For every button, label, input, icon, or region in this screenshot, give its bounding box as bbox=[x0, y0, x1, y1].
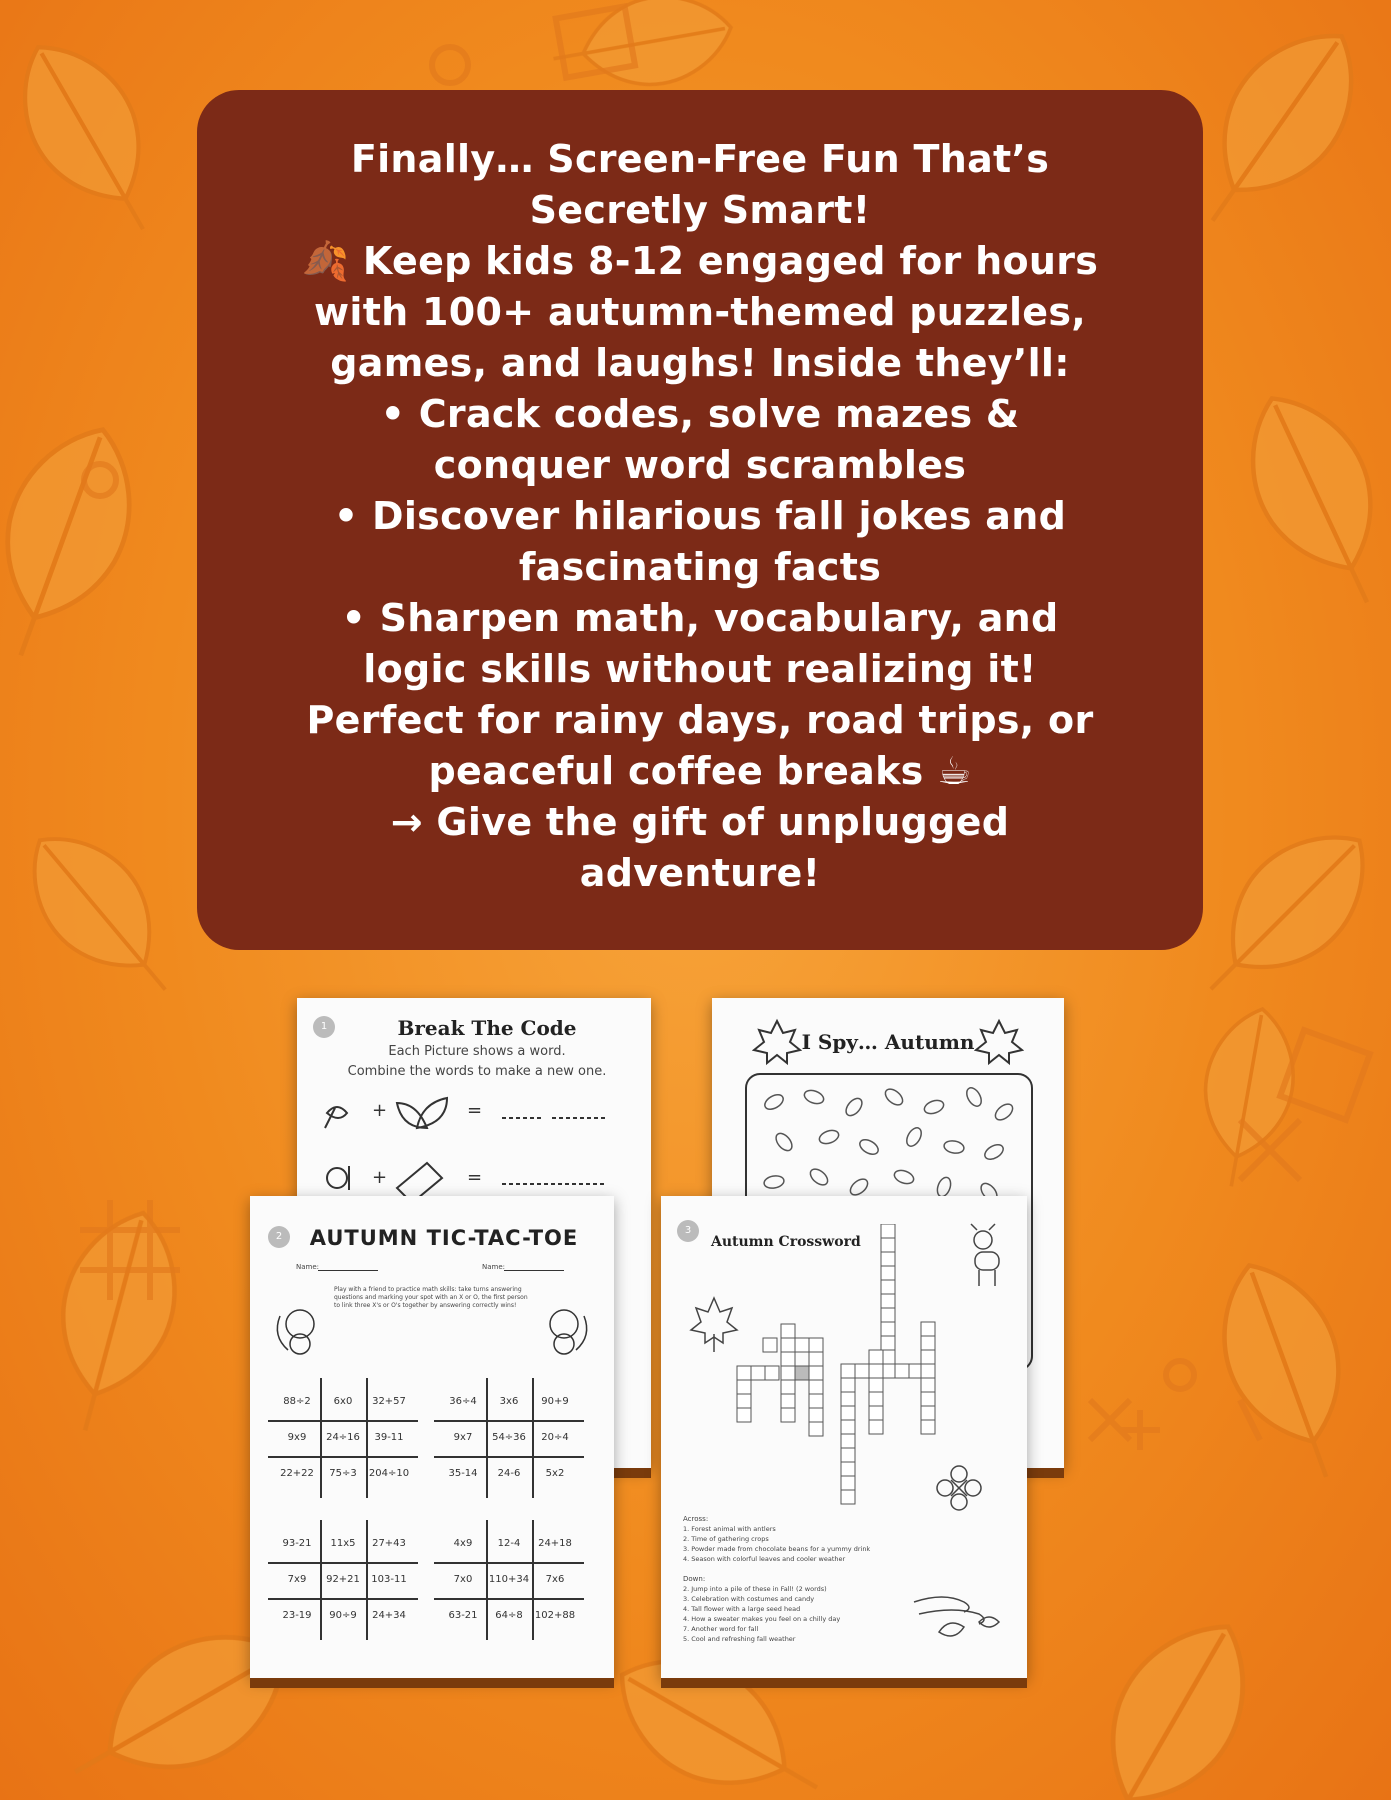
tic-tac-toe-cell: 7x9 bbox=[287, 1574, 307, 1585]
sheet-title: Autumn Crossword bbox=[711, 1234, 861, 1250]
tic-tac-toe-grid bbox=[440, 1526, 578, 1634]
tic-tac-toe-cell: 5x2 bbox=[545, 1468, 565, 1479]
tic-tac-toe-grid bbox=[274, 1384, 412, 1492]
tic-tac-toe-cell: 24+34 bbox=[372, 1610, 406, 1621]
svg-text:+: + bbox=[372, 1100, 388, 1121]
promo-line: fascinating facts bbox=[518, 545, 882, 589]
tic-tac-toe-cell: 23-19 bbox=[282, 1610, 312, 1621]
svg-text:=: = bbox=[467, 1167, 483, 1188]
promo-line: conquer word scrambles bbox=[433, 443, 967, 487]
acorn-cluster-icon bbox=[929, 1458, 989, 1518]
leaf-icon bbox=[752, 1016, 802, 1066]
promo-line: → Give the gift of unplugged bbox=[390, 800, 1010, 844]
tic-tac-toe-cell: 90÷9 bbox=[329, 1610, 357, 1621]
tic-tac-toe-cell: 12-4 bbox=[497, 1538, 521, 1549]
across-label: Across: bbox=[683, 1515, 709, 1523]
squirrel-icon bbox=[534, 1296, 594, 1356]
promo-line: peaceful coffee breaks ☕ bbox=[428, 749, 972, 793]
svg-text:=: = bbox=[467, 1100, 483, 1121]
promo-line: Perfect for rainy days, road trips, or bbox=[306, 698, 1094, 742]
tic-tac-toe-cell: 20÷4 bbox=[541, 1432, 569, 1443]
tic-tac-toe-cell: 90+9 bbox=[541, 1396, 569, 1407]
sheet-title: AUTUMN TIC-TAC-TOE bbox=[309, 1226, 579, 1250]
down-clue: 7. Another word for fall bbox=[683, 1625, 759, 1633]
sheet-subtitle: Each Picture shows a word. bbox=[388, 1044, 566, 1059]
down-clue: 3. Celebration with costumes and candy bbox=[683, 1595, 815, 1603]
tic-tac-toe-grid bbox=[440, 1384, 578, 1492]
tic-tac-toe-grid bbox=[274, 1526, 412, 1634]
tic-tac-toe-cell: 9x7 bbox=[453, 1432, 473, 1443]
tic-tac-toe-cell: 102+88 bbox=[534, 1610, 576, 1621]
maple-leaf-icon bbox=[689, 1294, 739, 1354]
code-picture-row bbox=[297, 1088, 651, 1208]
tic-tac-toe-cell: 39-11 bbox=[374, 1432, 404, 1443]
sheet-title: Break The Code bbox=[397, 1016, 577, 1040]
deer-icon bbox=[957, 1222, 1017, 1292]
tic-tac-toe-cell: 24÷16 bbox=[326, 1432, 360, 1443]
tic-tac-toe-cell: 11x5 bbox=[330, 1538, 356, 1549]
tic-tac-toe-cell: 110+34 bbox=[488, 1574, 530, 1585]
tic-tac-toe-cell: 24+18 bbox=[538, 1538, 572, 1549]
tic-tac-toe-cell: 7x6 bbox=[545, 1574, 565, 1585]
tic-tac-toe-cell: 103-11 bbox=[371, 1574, 407, 1585]
promo-line: • Sharpen math, vocabulary, and bbox=[341, 596, 1059, 640]
name-label: Name: bbox=[296, 1263, 320, 1271]
tic-tac-toe-cell: 9x9 bbox=[287, 1432, 307, 1443]
name-label: Name: bbox=[482, 1263, 506, 1271]
leaf-icon bbox=[974, 1016, 1024, 1066]
page-number-badge: 2 bbox=[268, 1226, 290, 1248]
name-line bbox=[318, 1270, 378, 1271]
down-clue: 4. How a sweater makes you feel on a chilly day bbox=[683, 1615, 841, 1623]
page-number-badge: 3 bbox=[677, 1220, 699, 1242]
across-clue: 2. Time of gathering crops bbox=[683, 1535, 769, 1543]
tic-tac-toe-cell: 22+22 bbox=[280, 1468, 314, 1479]
tic-tac-toe-cell: 7x0 bbox=[453, 1574, 473, 1585]
tic-tac-toe-cell: 27+43 bbox=[372, 1538, 406, 1549]
tic-tac-toe-cell: 75÷3 bbox=[329, 1468, 357, 1479]
tic-tac-toe-cell: 3x6 bbox=[499, 1396, 519, 1407]
promo-text-panel bbox=[197, 90, 1203, 950]
autumn-tic-tac-toe-sheet bbox=[250, 1196, 614, 1678]
promo-line: • Crack codes, solve mazes & bbox=[380, 392, 1020, 436]
sheet-title: I Spy… Autumn bbox=[801, 1030, 975, 1054]
promo-line: Secretly Smart! bbox=[529, 188, 871, 232]
promo-line: • Discover hilarious fall jokes and bbox=[333, 494, 1067, 538]
autumn-crossword-sheet bbox=[661, 1196, 1027, 1678]
promo-line: games, and laughs! Inside they’ll: bbox=[330, 341, 1070, 385]
promo-line: adventure! bbox=[579, 851, 821, 895]
tic-tac-toe-cell: 204÷10 bbox=[368, 1468, 410, 1479]
tic-tac-toe-cell: 93-21 bbox=[282, 1538, 312, 1549]
wind-leaves-icon bbox=[909, 1582, 1009, 1652]
promo-line: logic skills without realizing it! bbox=[363, 647, 1037, 691]
promo-line: with 100+ autumn-themed puzzles, bbox=[313, 290, 1087, 334]
instructions-text: Play with a friend to practice math skills: take turns answering questions and marking your spot with an X or O, the first person to link three X's or O's together by answering correctly wins! bbox=[334, 1286, 528, 1309]
tic-tac-toe-cell: 92+21 bbox=[326, 1574, 360, 1585]
page-number-badge: 1 bbox=[313, 1016, 335, 1038]
squirrel-icon bbox=[270, 1296, 330, 1356]
tic-tac-toe-cell: 35-14 bbox=[448, 1468, 478, 1479]
tic-tac-toe-cell: 32+57 bbox=[372, 1396, 406, 1407]
promo-line: 🍂 Keep kids 8-12 engaged for hours bbox=[301, 239, 1099, 283]
down-label: Down: bbox=[683, 1575, 706, 1583]
promo-line: Finally… Screen-Free Fun That’s bbox=[350, 137, 1050, 181]
across-clue: 4. Season with colorful leaves and cooler weather bbox=[683, 1555, 846, 1563]
tic-tac-toe-cell: 24-6 bbox=[497, 1468, 521, 1479]
down-clue: 4. Tall flower with a large seed head bbox=[683, 1605, 801, 1613]
tic-tac-toe-cell: 6x0 bbox=[333, 1396, 353, 1407]
across-clue: 3. Powder made from chocolate beans for a yummy drink bbox=[683, 1545, 871, 1553]
svg-text:+: + bbox=[372, 1167, 388, 1188]
tic-tac-toe-cell: 36÷4 bbox=[449, 1396, 477, 1407]
down-clue: 2. Jump into a pile of these in Fall! (2 words) bbox=[683, 1585, 827, 1593]
tic-tac-toe-cell: 54÷36 bbox=[492, 1432, 526, 1443]
tic-tac-toe-cell: 64÷8 bbox=[495, 1610, 523, 1621]
tic-tac-toe-cell: 63-21 bbox=[448, 1610, 478, 1621]
tic-tac-toe-cell: 4x9 bbox=[453, 1538, 473, 1549]
tic-tac-toe-cell: 88÷2 bbox=[283, 1396, 311, 1407]
sheet-subtitle: Combine the words to make a new one. bbox=[347, 1064, 607, 1079]
across-clue: 1. Forest animal with antlers bbox=[683, 1525, 776, 1533]
down-clue: 5. Cool and refreshing fall weather bbox=[683, 1635, 796, 1643]
name-line bbox=[504, 1270, 564, 1271]
